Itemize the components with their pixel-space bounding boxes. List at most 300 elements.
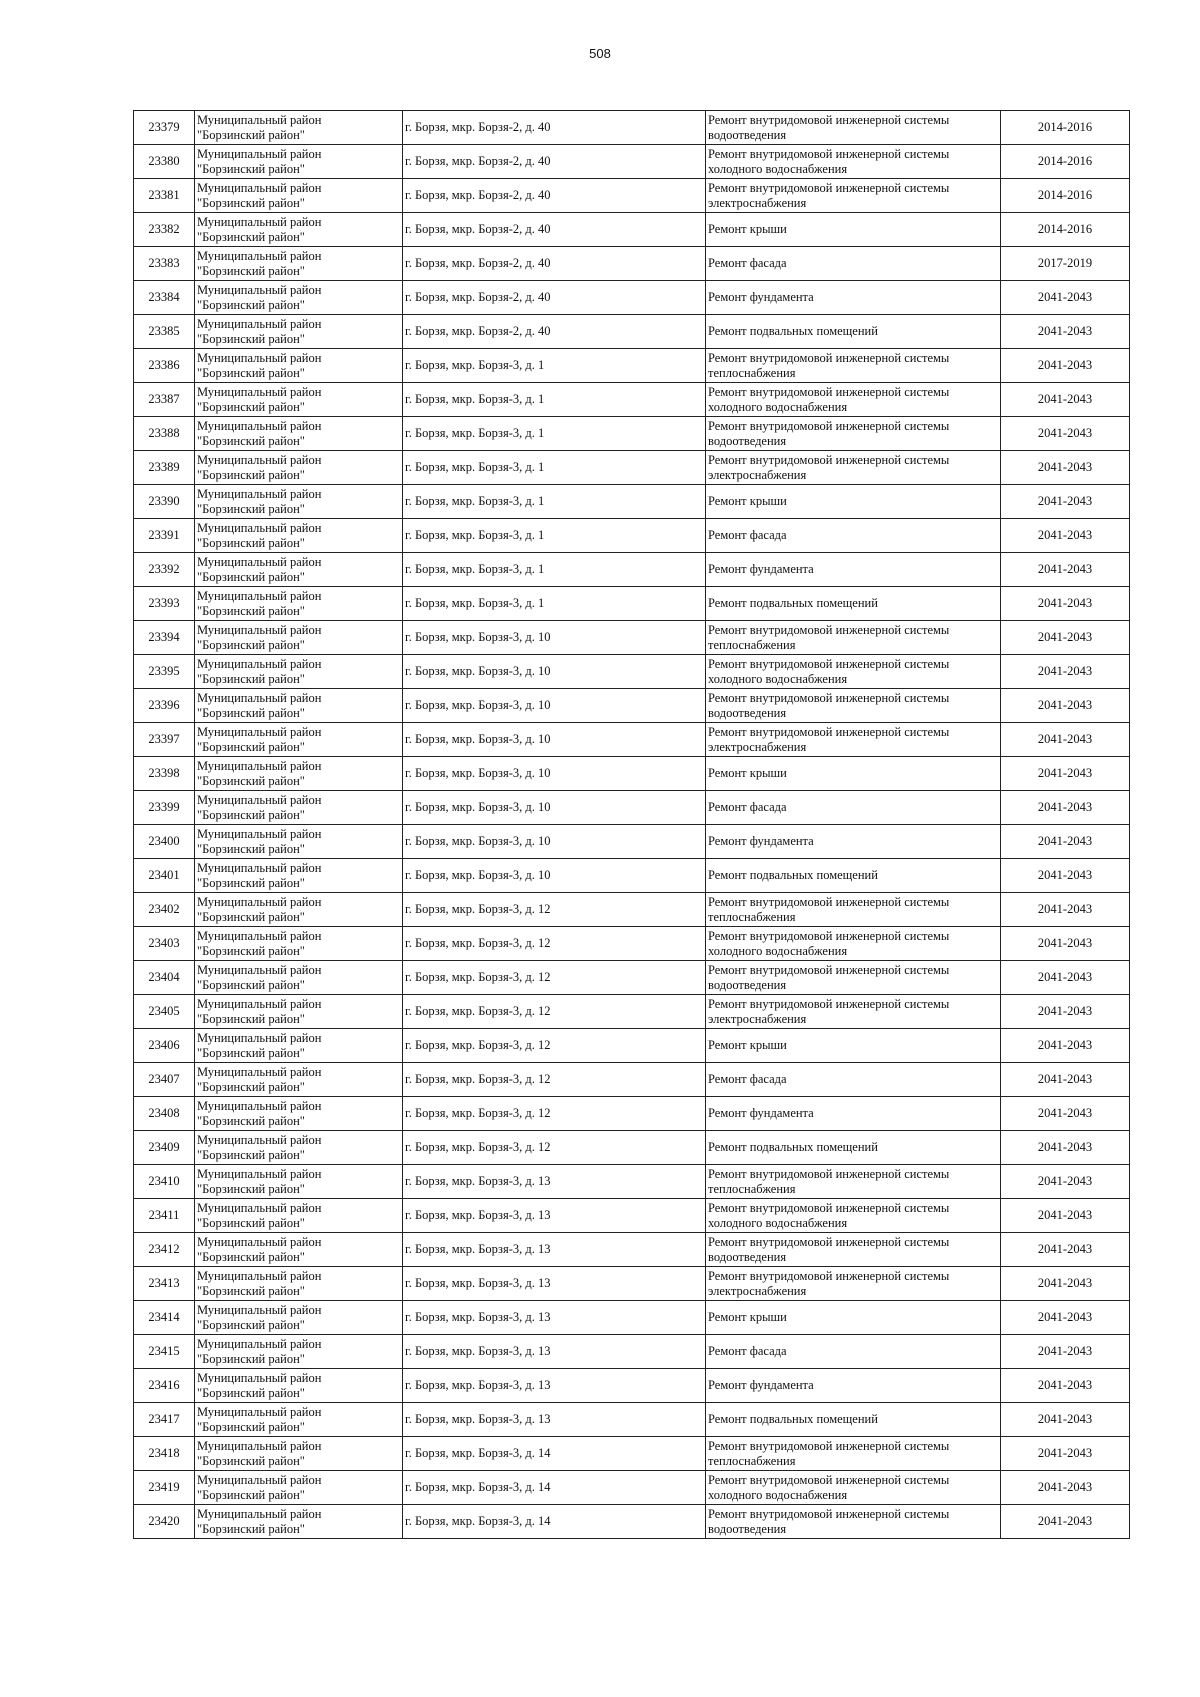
- row-number-cell: 23381: [134, 179, 195, 213]
- work-type-cell: [706, 179, 1001, 213]
- row-number-cell: 23419: [134, 1471, 195, 1505]
- municipality-line-2: "Борзинский район": [197, 739, 305, 754]
- table-row: [134, 553, 1130, 587]
- address-cell: г. Борзя, мкр. Борзя-3, д. 12: [403, 893, 706, 927]
- work-type-cell: [706, 145, 1001, 179]
- municipality-line-1: Муниципальный район: [197, 452, 322, 467]
- municipality-cell: [195, 689, 403, 723]
- municipality-line-2: "Борзинский район": [197, 195, 305, 210]
- municipality-line-1: Муниципальный район: [197, 1302, 322, 1317]
- municipality-cell: [195, 519, 403, 553]
- table-row: [134, 893, 1130, 927]
- address-cell: г. Борзя, мкр. Борзя-2, д. 40: [403, 315, 706, 349]
- row-number-cell: 23411: [134, 1199, 195, 1233]
- municipality-line-1: Муниципальный район: [197, 1404, 322, 1419]
- municipality-line-1: Муниципальный район: [197, 112, 322, 127]
- municipality-cell: [195, 757, 403, 791]
- table-row: [134, 145, 1130, 179]
- municipality-line-1: Муниципальный район: [197, 928, 322, 943]
- municipality-cell: [195, 621, 403, 655]
- work-type-line-2: теплоснабжения: [708, 365, 796, 380]
- work-type-line-1: Ремонт внутридомовой инженерной системы: [708, 1200, 950, 1215]
- municipality-line-2: "Борзинский район": [197, 331, 305, 346]
- municipality-line-2: "Борзинский район": [197, 637, 305, 652]
- period-cell: 2041-2043: [1001, 485, 1130, 519]
- municipality-cell: [195, 1505, 403, 1539]
- municipality-line-2: "Борзинский район": [197, 1045, 305, 1060]
- table-row: [134, 995, 1130, 1029]
- period-cell: 2041-2043: [1001, 1471, 1130, 1505]
- municipality-line-2: "Борзинский район": [197, 603, 305, 618]
- work-type-line-2: водоотведения: [708, 705, 787, 720]
- municipality-cell: [195, 1403, 403, 1437]
- municipality-line-1: Муниципальный район: [197, 894, 322, 909]
- table-row: [134, 961, 1130, 995]
- municipality-line-1: Муниципальный район: [197, 690, 322, 705]
- address-cell: г. Борзя, мкр. Борзя-3, д. 12: [403, 1097, 706, 1131]
- work-type-line-1: Ремонт внутридомовой инженерной системы: [708, 690, 950, 705]
- municipality-cell: [195, 961, 403, 995]
- row-number-cell: 23412: [134, 1233, 195, 1267]
- work-type-line-1: Ремонт внутридомовой инженерной системы: [708, 656, 950, 671]
- table-row: [134, 1097, 1130, 1131]
- work-type-line-1: Ремонт внутридомовой инженерной системы: [708, 384, 950, 399]
- row-number-cell: 23397: [134, 723, 195, 757]
- municipality-line-2: "Борзинский район": [197, 807, 305, 822]
- row-number-cell: 23403: [134, 927, 195, 961]
- row-number-cell: 23398: [134, 757, 195, 791]
- table-row: [134, 281, 1130, 315]
- municipality-cell: [195, 587, 403, 621]
- municipality-line-2: "Борзинский район": [197, 773, 305, 788]
- municipality-cell: [195, 179, 403, 213]
- municipality-line-1: Муниципальный район: [197, 1064, 322, 1079]
- municipality-line-1: Муниципальный район: [197, 724, 322, 739]
- address-cell: г. Борзя, мкр. Борзя-3, д. 12: [403, 961, 706, 995]
- row-number-cell: 23402: [134, 893, 195, 927]
- table-row: [134, 1131, 1130, 1165]
- address-cell: г. Борзя, мкр. Борзя-3, д. 1: [403, 349, 706, 383]
- address-cell: г. Борзя, мкр. Борзя-3, д. 13: [403, 1165, 706, 1199]
- address-cell: г. Борзя, мкр. Борзя-3, д. 10: [403, 757, 706, 791]
- work-type-cell: [706, 1199, 1001, 1233]
- row-number-cell: 23395: [134, 655, 195, 689]
- table-row: [134, 383, 1130, 417]
- row-number-cell: 23410: [134, 1165, 195, 1199]
- address-cell: г. Борзя, мкр. Борзя-3, д. 1: [403, 485, 706, 519]
- municipality-line-1: Муниципальный район: [197, 622, 322, 637]
- municipality-cell: [195, 791, 403, 825]
- work-type-line-1: Ремонт внутридомовой инженерной системы: [708, 452, 950, 467]
- address-cell: г. Борзя, мкр. Борзя-3, д. 13: [403, 1233, 706, 1267]
- work-type-line-1: Ремонт подвальных помещений: [708, 1140, 878, 1154]
- row-number-cell: 23392: [134, 553, 195, 587]
- municipality-line-2: "Борзинский район": [197, 1249, 305, 1264]
- municipality-cell: [195, 247, 403, 281]
- municipality-line-1: Муниципальный район: [197, 1472, 322, 1487]
- municipality-line-2: "Борзинский район": [197, 467, 305, 482]
- row-number-cell: 23405: [134, 995, 195, 1029]
- work-type-line-1: Ремонт внутридомовой инженерной системы: [708, 146, 950, 161]
- period-cell: 2041-2043: [1001, 1301, 1130, 1335]
- row-number-cell: 23416: [134, 1369, 195, 1403]
- table-row: [134, 621, 1130, 655]
- period-cell: 2041-2043: [1001, 1029, 1130, 1063]
- work-type-line-2: электроснабжения: [708, 739, 807, 754]
- address-cell: г. Борзя, мкр. Борзя-3, д. 13: [403, 1403, 706, 1437]
- row-number-cell: 23415: [134, 1335, 195, 1369]
- municipality-cell: [195, 1029, 403, 1063]
- period-cell: 2041-2043: [1001, 825, 1130, 859]
- municipality-cell: [195, 349, 403, 383]
- table-row: [134, 1335, 1130, 1369]
- address-cell: г. Борзя, мкр. Борзя-3, д. 14: [403, 1471, 706, 1505]
- work-type-line-2: холодного водоснабжения: [708, 943, 848, 958]
- work-type-line-2: холодного водоснабжения: [708, 1487, 848, 1502]
- work-type-line-1: Ремонт подвальных помещений: [708, 324, 878, 338]
- row-number-cell: 23384: [134, 281, 195, 315]
- work-type-cell: [706, 247, 1001, 281]
- work-type-cell: [706, 927, 1001, 961]
- work-type-line-1: Ремонт крыши: [708, 766, 787, 780]
- row-number-cell: 23394: [134, 621, 195, 655]
- municipality-cell: [195, 1437, 403, 1471]
- municipality-cell: [195, 1097, 403, 1131]
- work-type-line-1: Ремонт внутридомовой инженерной системы: [708, 894, 950, 909]
- work-type-cell: [706, 689, 1001, 723]
- municipality-line-1: Муниципальный район: [197, 962, 322, 977]
- work-type-line-2: теплоснабжения: [708, 909, 796, 924]
- work-type-line-1: Ремонт крыши: [708, 1038, 787, 1052]
- municipality-line-2: "Борзинский район": [197, 977, 305, 992]
- work-type-cell: [706, 961, 1001, 995]
- address-cell: г. Борзя, мкр. Борзя-3, д. 10: [403, 655, 706, 689]
- work-type-line-2: электроснабжения: [708, 1011, 807, 1026]
- period-cell: 2041-2043: [1001, 519, 1130, 553]
- row-number-cell: 23399: [134, 791, 195, 825]
- work-type-cell: [706, 451, 1001, 485]
- registry-table-body: [134, 111, 1130, 1539]
- municipality-cell: [195, 281, 403, 315]
- table-row: [134, 519, 1130, 553]
- address-cell: г. Борзя, мкр. Борзя-3, д. 1: [403, 553, 706, 587]
- work-type-cell: [706, 315, 1001, 349]
- row-number-cell: 23404: [134, 961, 195, 995]
- address-cell: г. Борзя, мкр. Борзя-3, д. 13: [403, 1267, 706, 1301]
- municipality-cell: [195, 1233, 403, 1267]
- work-type-line-2: электроснабжения: [708, 195, 807, 210]
- municipality-line-1: Муниципальный район: [197, 248, 322, 263]
- table-row: [134, 1029, 1130, 1063]
- row-number-cell: 23386: [134, 349, 195, 383]
- municipality-line-2: "Борзинский район": [197, 1453, 305, 1468]
- row-number-cell: 23413: [134, 1267, 195, 1301]
- municipality-cell: [195, 927, 403, 961]
- work-type-cell: [706, 417, 1001, 451]
- work-type-cell: [706, 621, 1001, 655]
- work-type-line-1: Ремонт крыши: [708, 494, 787, 508]
- address-cell: г. Борзя, мкр. Борзя-3, д. 13: [403, 1301, 706, 1335]
- municipality-line-2: "Борзинский район": [197, 1113, 305, 1128]
- period-cell: 2041-2043: [1001, 1165, 1130, 1199]
- municipality-line-1: Муниципальный район: [197, 758, 322, 773]
- municipality-line-1: Муниципальный район: [197, 316, 322, 331]
- work-type-line-1: Ремонт внутридомовой инженерной системы: [708, 350, 950, 365]
- municipality-line-1: Муниципальный район: [197, 1438, 322, 1453]
- municipality-line-1: Муниципальный район: [197, 860, 322, 875]
- period-cell: 2041-2043: [1001, 553, 1130, 587]
- period-cell: 2041-2043: [1001, 1097, 1130, 1131]
- municipality-cell: [195, 451, 403, 485]
- row-number-cell: 23391: [134, 519, 195, 553]
- row-number-cell: 23379: [134, 111, 195, 145]
- address-cell: г. Борзя, мкр. Борзя-3, д. 1: [403, 383, 706, 417]
- municipality-line-2: "Борзинский район": [197, 909, 305, 924]
- municipality-line-1: Муниципальный район: [197, 384, 322, 399]
- period-cell: 2041-2043: [1001, 1063, 1130, 1097]
- work-type-cell: [706, 893, 1001, 927]
- work-type-line-2: водоотведения: [708, 127, 787, 142]
- period-cell: 2041-2043: [1001, 961, 1130, 995]
- work-type-line-2: водоотведения: [708, 433, 787, 448]
- municipality-line-2: "Борзинский район": [197, 229, 305, 244]
- municipality-line-1: Муниципальный район: [197, 350, 322, 365]
- period-cell: 2014-2016: [1001, 145, 1130, 179]
- work-type-line-1: Ремонт фасада: [708, 1344, 787, 1358]
- work-type-line-1: Ремонт подвальных помещений: [708, 868, 878, 882]
- municipality-line-2: "Борзинский район": [197, 127, 305, 142]
- work-type-cell: [706, 1369, 1001, 1403]
- period-cell: 2041-2043: [1001, 655, 1130, 689]
- address-cell: г. Борзя, мкр. Борзя-3, д. 13: [403, 1335, 706, 1369]
- work-type-line-2: водоотведения: [708, 1521, 787, 1536]
- municipality-cell: [195, 111, 403, 145]
- table-row: [134, 587, 1130, 621]
- work-type-cell: [706, 791, 1001, 825]
- address-cell: г. Борзя, мкр. Борзя-2, д. 40: [403, 281, 706, 315]
- work-type-cell: [706, 1267, 1001, 1301]
- work-type-line-1: Ремонт внутридомовой инженерной системы: [708, 1472, 950, 1487]
- work-type-cell: [706, 553, 1001, 587]
- work-type-cell: [706, 723, 1001, 757]
- table-row: [134, 349, 1130, 383]
- table-row: [134, 927, 1130, 961]
- municipality-line-2: "Борзинский район": [197, 705, 305, 720]
- table-row: [134, 723, 1130, 757]
- table-row: [134, 485, 1130, 519]
- work-type-cell: [706, 281, 1001, 315]
- municipality-line-2: "Борзинский район": [197, 1521, 305, 1536]
- work-type-line-1: Ремонт крыши: [708, 222, 787, 236]
- row-number-cell: 23390: [134, 485, 195, 519]
- municipality-line-2: "Борзинский район": [197, 263, 305, 278]
- row-number-cell: 23414: [134, 1301, 195, 1335]
- work-type-line-1: Ремонт фундамента: [708, 562, 814, 576]
- work-type-cell: [706, 1471, 1001, 1505]
- row-number-cell: 23406: [134, 1029, 195, 1063]
- work-type-cell: [706, 1029, 1001, 1063]
- work-type-line-2: теплоснабжения: [708, 1181, 796, 1196]
- table-row: [134, 757, 1130, 791]
- table-row: [134, 1505, 1130, 1539]
- work-type-cell: [706, 349, 1001, 383]
- period-cell: 2041-2043: [1001, 689, 1130, 723]
- work-type-line-1: Ремонт внутридомовой инженерной системы: [708, 1506, 950, 1521]
- address-cell: г. Борзя, мкр. Борзя-3, д. 12: [403, 1029, 706, 1063]
- table-row: [134, 417, 1130, 451]
- work-type-line-2: теплоснабжения: [708, 637, 796, 652]
- address-cell: г. Борзя, мкр. Борзя-3, д. 14: [403, 1437, 706, 1471]
- work-type-line-1: Ремонт фундамента: [708, 1378, 814, 1392]
- work-type-line-1: Ремонт внутридомовой инженерной системы: [708, 724, 950, 739]
- municipality-line-2: "Борзинский район": [197, 365, 305, 380]
- address-cell: г. Борзя, мкр. Борзя-2, д. 40: [403, 145, 706, 179]
- work-type-cell: [706, 1403, 1001, 1437]
- work-type-cell: [706, 825, 1001, 859]
- period-cell: 2041-2043: [1001, 893, 1130, 927]
- table-row: [134, 825, 1130, 859]
- municipality-line-2: "Борзинский район": [197, 841, 305, 856]
- municipality-cell: [195, 825, 403, 859]
- work-type-cell: [706, 1131, 1001, 1165]
- municipality-line-1: Муниципальный район: [197, 486, 322, 501]
- municipality-line-2: "Борзинский район": [197, 1351, 305, 1366]
- work-type-cell: [706, 383, 1001, 417]
- municipality-line-2: "Борзинский район": [197, 1079, 305, 1094]
- work-type-cell: [706, 1301, 1001, 1335]
- table-row: [134, 213, 1130, 247]
- municipality-cell: [195, 485, 403, 519]
- address-cell: г. Борзя, мкр. Борзя-3, д. 1: [403, 451, 706, 485]
- municipality-line-1: Муниципальный район: [197, 418, 322, 433]
- work-type-line-1: Ремонт фасада: [708, 1072, 787, 1086]
- municipality-line-2: "Борзинский район": [197, 433, 305, 448]
- municipality-line-2: "Борзинский район": [197, 1215, 305, 1230]
- municipality-cell: [195, 1063, 403, 1097]
- municipality-cell: [195, 553, 403, 587]
- work-type-line-1: Ремонт внутридомовой инженерной системы: [708, 1166, 950, 1181]
- work-type-line-2: электроснабжения: [708, 1283, 807, 1298]
- work-type-line-1: Ремонт внутридомовой инженерной системы: [708, 112, 950, 127]
- period-cell: 2014-2016: [1001, 179, 1130, 213]
- work-type-line-2: водоотведения: [708, 977, 787, 992]
- work-type-cell: [706, 1505, 1001, 1539]
- work-type-line-1: Ремонт фасада: [708, 528, 787, 542]
- municipality-line-2: "Борзинский район": [197, 501, 305, 516]
- work-type-cell: [706, 111, 1001, 145]
- municipality-cell: [195, 315, 403, 349]
- municipality-line-2: "Борзинский район": [197, 535, 305, 550]
- table-row: [134, 1403, 1130, 1437]
- municipality-line-1: Муниципальный район: [197, 1370, 322, 1385]
- address-cell: г. Борзя, мкр. Борзя-3, д. 10: [403, 859, 706, 893]
- period-cell: 2041-2043: [1001, 859, 1130, 893]
- work-type-line-1: Ремонт внутридомовой инженерной системы: [708, 928, 950, 943]
- period-cell: 2041-2043: [1001, 927, 1130, 961]
- period-cell: 2041-2043: [1001, 791, 1130, 825]
- address-cell: г. Борзя, мкр. Борзя-3, д. 1: [403, 417, 706, 451]
- work-type-cell: [706, 1063, 1001, 1097]
- work-type-cell: [706, 1097, 1001, 1131]
- work-type-line-1: Ремонт фасада: [708, 256, 787, 270]
- municipality-line-2: "Борзинский район": [197, 161, 305, 176]
- municipality-line-2: "Борзинский район": [197, 671, 305, 686]
- table-row: [134, 247, 1130, 281]
- period-cell: 2041-2043: [1001, 451, 1130, 485]
- row-number-cell: 23382: [134, 213, 195, 247]
- work-type-cell: [706, 995, 1001, 1029]
- work-type-cell: [706, 655, 1001, 689]
- municipality-cell: [195, 893, 403, 927]
- municipality-line-2: "Борзинский район": [197, 1487, 305, 1502]
- row-number-cell: 23387: [134, 383, 195, 417]
- work-type-line-1: Ремонт фасада: [708, 800, 787, 814]
- municipality-line-2: "Борзинский район": [197, 1283, 305, 1298]
- row-number-cell: 23383: [134, 247, 195, 281]
- municipality-line-2: "Борзинский район": [197, 943, 305, 958]
- municipality-line-2: "Борзинский район": [197, 1011, 305, 1026]
- municipality-cell: [195, 1267, 403, 1301]
- period-cell: 2041-2043: [1001, 1199, 1130, 1233]
- work-type-line-1: Ремонт внутридомовой инженерной системы: [708, 622, 950, 637]
- table-row: [134, 1437, 1130, 1471]
- page-number: 508: [589, 46, 611, 61]
- address-cell: г. Борзя, мкр. Борзя-3, д. 10: [403, 723, 706, 757]
- municipality-line-2: "Борзинский район": [197, 1147, 305, 1162]
- address-cell: г. Борзя, мкр. Борзя-3, д. 1: [403, 587, 706, 621]
- municipality-cell: [195, 995, 403, 1029]
- table-row: [134, 859, 1130, 893]
- work-type-cell: [706, 519, 1001, 553]
- municipality-line-1: Муниципальный район: [197, 656, 322, 671]
- municipality-cell: [195, 1165, 403, 1199]
- municipality-line-1: Муниципальный район: [197, 1506, 322, 1521]
- municipality-line-1: Муниципальный район: [197, 1098, 322, 1113]
- row-number-cell: 23385: [134, 315, 195, 349]
- address-cell: г. Борзя, мкр. Борзя-3, д. 10: [403, 825, 706, 859]
- table-row: [134, 315, 1130, 349]
- table-row: [134, 1369, 1130, 1403]
- address-cell: г. Борзя, мкр. Борзя-3, д. 12: [403, 927, 706, 961]
- address-cell: г. Борзя, мкр. Борзя-3, д. 12: [403, 995, 706, 1029]
- period-cell: 2014-2016: [1001, 213, 1130, 247]
- municipality-line-1: Муниципальный район: [197, 1234, 322, 1249]
- period-cell: 2041-2043: [1001, 995, 1130, 1029]
- period-cell: 2041-2043: [1001, 723, 1130, 757]
- municipality-line-1: Муниципальный район: [197, 1268, 322, 1283]
- municipality-line-1: Муниципальный район: [197, 1336, 322, 1351]
- period-cell: 2041-2043: [1001, 383, 1130, 417]
- municipality-line-1: Муниципальный район: [197, 996, 322, 1011]
- address-cell: г. Борзя, мкр. Борзя-3, д. 1: [403, 519, 706, 553]
- address-cell: г. Борзя, мкр. Борзя-3, д. 13: [403, 1369, 706, 1403]
- table-row: [134, 451, 1130, 485]
- address-cell: г. Борзя, мкр. Борзя-2, д. 40: [403, 213, 706, 247]
- work-type-line-2: электроснабжения: [708, 467, 807, 482]
- address-cell: г. Борзя, мкр. Борзя-3, д. 10: [403, 621, 706, 655]
- work-type-line-2: теплоснабжения: [708, 1453, 796, 1468]
- row-number-cell: 23388: [134, 417, 195, 451]
- address-cell: г. Борзя, мкр. Борзя-2, д. 40: [403, 111, 706, 145]
- row-number-cell: 23380: [134, 145, 195, 179]
- municipality-line-2: "Борзинский район": [197, 875, 305, 890]
- municipality-line-2: "Борзинский район": [197, 1419, 305, 1434]
- work-type-cell: [706, 1437, 1001, 1471]
- work-type-cell: [706, 213, 1001, 247]
- municipality-line-2: "Борзинский район": [197, 1385, 305, 1400]
- table-row: [134, 1199, 1130, 1233]
- row-number-cell: 23401: [134, 859, 195, 893]
